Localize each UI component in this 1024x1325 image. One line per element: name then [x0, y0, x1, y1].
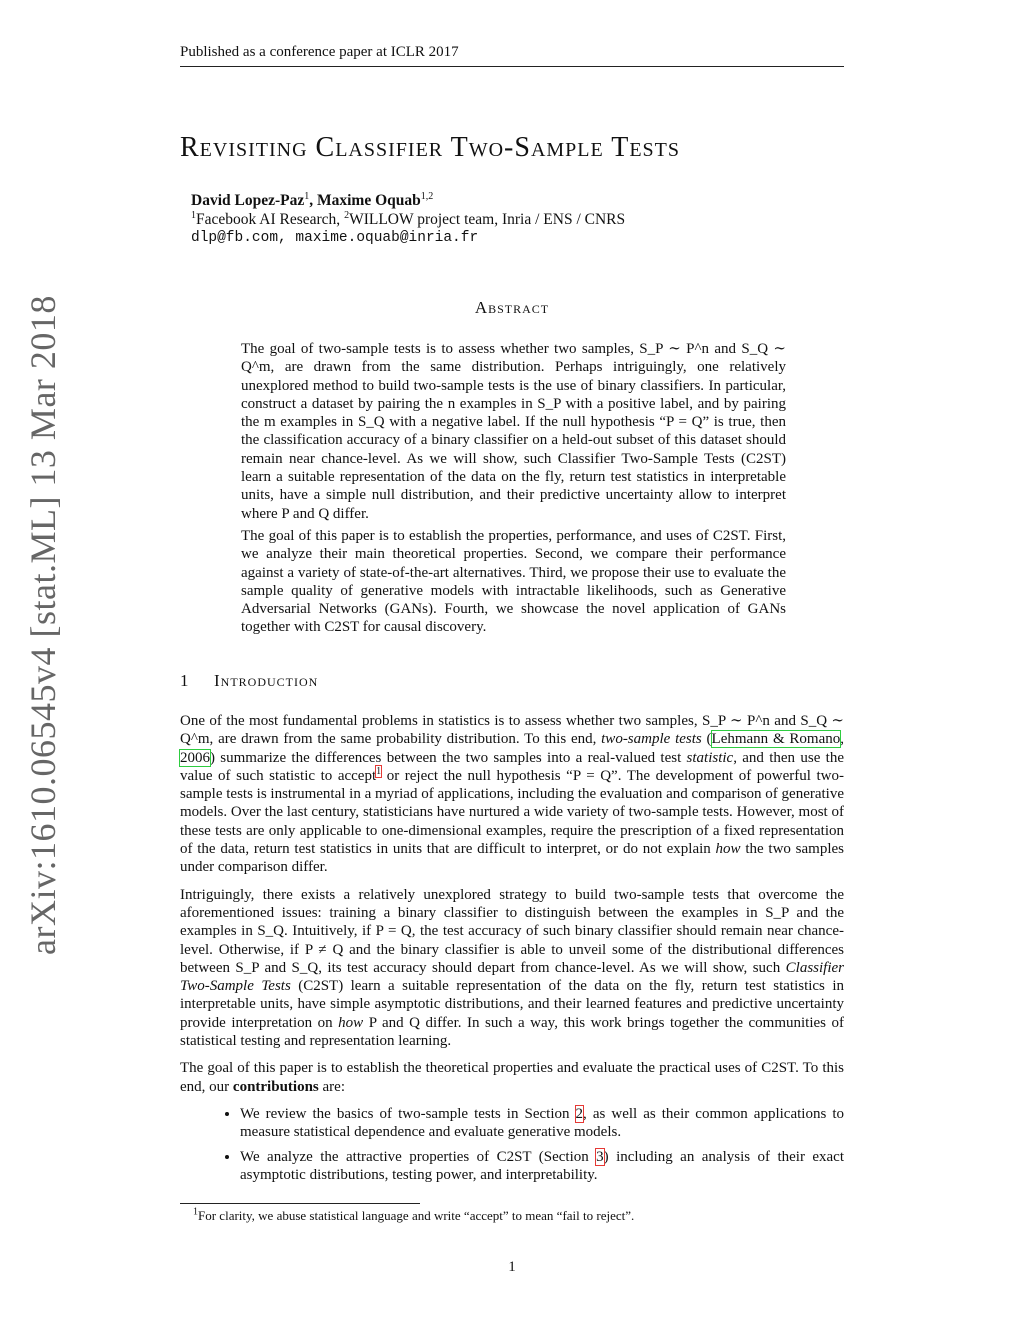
text: ) summarize the differences between the two samples into a real-valued test: [210, 749, 687, 766]
introduction-body: [180, 712, 844, 1190]
emphasis: statistic: [686, 749, 734, 766]
section-link[interactable]: 2: [575, 1105, 584, 1122]
footnote-link[interactable]: 1: [376, 765, 382, 777]
text: (: [701, 731, 712, 748]
author-2: , Maxime Oquab: [309, 192, 421, 209]
emphasis: two-sample tests: [601, 731, 702, 748]
affil-mark-1: 1: [191, 209, 196, 221]
text: the two samples under comparison differ.: [180, 841, 844, 876]
intro-paragraph-3: [180, 1059, 844, 1096]
citation-year-link[interactable]: 2006: [180, 749, 210, 766]
section-link[interactable]: 3: [596, 1148, 604, 1165]
intro-paragraph-1: [180, 712, 844, 877]
author-2-affil: 1,2: [420, 190, 434, 202]
text: Intriguingly, there exists a relatively unexplored strategy to build two-sample tests that overcome the aforementioned issues: training a binary classifier to distinguish between the examples in S_P and the examples in S_Q. Intuitively, if P = Q, the test accuracy of such binary classifier should remain near chance-level. Otherwise, if P ≠ Q and the binary classifier is able to unveil some of the distributional differences between S_P and S_Q, its test accuracy should depart from chance-level. As we will show, such: [180, 886, 844, 976]
bold-text: contributions: [232, 1078, 319, 1095]
text: , as well as their common applications to measure statistical dependence and evaluate generative models.: [240, 1105, 844, 1141]
section-number: 1: [180, 671, 190, 690]
text: P and Q differ. In such a way, this work brings together the communities of statistical testing and representation learning.: [180, 1014, 845, 1050]
abstract-heading: Abstract: [474, 298, 550, 317]
affiliations: [191, 210, 841, 229]
footnote: [193, 1208, 843, 1224]
affil-1: Facebook AI Research,: [196, 211, 345, 228]
text: ) including an analysis of their exact asymptotic distributions, testing power, and interpretability.: [240, 1148, 845, 1183]
text: We analyze the attractive properties of C2ST (Section: [240, 1148, 597, 1165]
text: We review the basics of two-sample tests in Section: [240, 1105, 576, 1122]
author-emails: dlp@fb.com, maxime.oquab@inria.fr: [191, 230, 479, 246]
arxiv-identifier: arXiv:1610.06545v4 [stat.ML] 13 Mar 2018: [23, 295, 63, 955]
abstract-paragraph-1: The goal of two-sample tests is to assess whether two samples, S_P ∼ P^n and S_Q ∼ Q^m, are drawn from the same distribution. Perhaps intriguingly, one relatively unexplored method to build two-sample tests is the use of binary classifiers. In particular, construct a dataset by pairing the n examples in S_P with a positive label, and by pairing the m examples in S_Q with a negative label. If the null hypothesis “P = Q” is true, then the classification accuracy of a binary classifier on a held-out subset of this dataset should remain near chance-level. As we will show, such Classifier Two-Sample Tests (C2ST) learn a suitable representation of the data on the fly, return test statistics in interpretable units, have a simple null distribution, and their predictive uncertainty allow to interpret where P and Q differ.: [241, 341, 786, 522]
list-item: [240, 1105, 844, 1142]
affil-2: WILLOW project team, Inria / ENS / CNRS: [349, 211, 626, 228]
text: ,: [840, 731, 844, 748]
text: , and then use the value of such statistic to accept: [180, 749, 844, 784]
abstract-body: [241, 340, 786, 641]
author-block: [191, 191, 841, 248]
text: The goal of this paper is to establish the theoretical properties and evaluate the practical uses of C2ST. To this end, our: [180, 1060, 844, 1095]
text: or reject the null hypothesis “P = Q”. The development of powerful two-sample tests is instrumental in a myriad of applications, including the evaluation and comparison of generative models. Over the last century, statisticians have nurtured a wide variety of two-sample tests. However, most of these tests are only applicable to one-dimensional examples, require the prescription of a fixed representation of the data, return test statistics in units that are difficult to interpret, or do not explain: [180, 767, 844, 858]
author-names: [191, 191, 841, 210]
citation-link[interactable]: Lehmann & Romano: [711, 731, 841, 748]
page-number: 1: [508, 1259, 516, 1275]
section-title: Introduction: [214, 671, 319, 690]
emphasis: how: [338, 1014, 364, 1031]
running-header: Published as a conference paper at ICLR 2017: [180, 44, 844, 67]
text: One of the most fundamental problems in statistics is to assess whether two samples, S_P ∼ P^n and S_Q ∼ Q^m, are drawn from the same probability distribution. To this end,: [180, 713, 844, 748]
abstract-paragraph-2: The goal of this paper is to establish the properties, performance, and uses of C2ST. First, we analyze their main theoretical properties. Second, we compare their performance against a variety of state-of-the-art alternatives. Third, we propose their use to evaluate the sample quality of generative models with intractable likelihoods, such as Generative Adversarial Networks (GANs). Fourth, we showcase the novel application of GANs together with C2ST for causal discovery.: [241, 527, 786, 636]
author-1-affil: 1: [304, 190, 310, 202]
footnote-rule: [180, 1203, 420, 1204]
author-1: David Lopez-Paz: [191, 192, 305, 209]
contributions-list: [180, 1105, 844, 1184]
text: (C2ST) learn a suitable representation of the data on the fly, return test statistics in interpretable units, have simple asymptotic distributions, and their learned features and predictive uncertainty provide interpretation on: [180, 978, 844, 1031]
emphasis: Classifier Two-Sample Tests: [180, 959, 844, 995]
intro-paragraph-2: [180, 886, 844, 1051]
footnote-text: For clarity, we abuse statistical language and write “accept” to mean “fail to reject”.: [198, 1208, 635, 1223]
section-heading-introduction: [180, 671, 844, 691]
footnote-mark: 1: [193, 1206, 198, 1218]
text: are:: [318, 1078, 345, 1095]
emphasis: how: [715, 841, 741, 858]
affil-mark-2: 2: [344, 209, 350, 221]
list-item: [240, 1148, 844, 1185]
paper-title: Revisiting Classifier Two-Sample Tests: [180, 132, 680, 163]
